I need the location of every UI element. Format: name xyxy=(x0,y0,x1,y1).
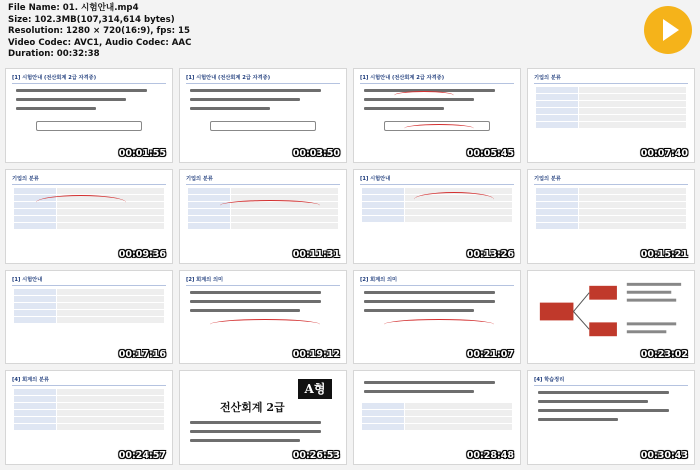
thumbnail[interactable] xyxy=(179,68,347,163)
thumbnail[interactable] xyxy=(179,169,347,264)
slide-title: [1] 시험안내 xyxy=(360,175,514,185)
duration: Duration: 00:32:38 xyxy=(8,49,100,60)
thumbnail[interactable] xyxy=(527,270,695,365)
slide-title: 기업의 분류 xyxy=(186,175,340,185)
slide-title: [4] 회계의 분류 xyxy=(12,376,166,386)
thumbnail[interactable] xyxy=(353,370,521,465)
timestamp: 00:15:21 xyxy=(640,248,688,260)
slide-title: [2] 회계의 의미 xyxy=(186,276,340,286)
timestamp: 00:07:40 xyxy=(640,147,688,159)
file-size: Size: 102.3MB(107,314,614 bytes) xyxy=(8,14,175,25)
timestamp: 00:03:50 xyxy=(292,147,340,159)
thumbnail[interactable] xyxy=(5,370,173,465)
slide-title: 기업의 분류 xyxy=(12,175,166,185)
timestamp: 00:11:31 xyxy=(292,248,340,260)
timestamp: 00:30:43 xyxy=(640,450,688,461)
timestamp: 00:19:12 xyxy=(292,349,340,361)
thumbnail[interactable] xyxy=(527,370,695,465)
timestamp: 00:09:36 xyxy=(118,248,166,260)
file-name: File Name: 01. 시험안내.mp4 xyxy=(8,3,139,13)
play-icon[interactable] xyxy=(644,6,692,54)
codec: Video Codec: AVC1, Audio Codec: AAC xyxy=(8,37,192,48)
slide-title: [1] 시험안내 (전산회계 2급 자격증) xyxy=(360,74,514,84)
thumbnail[interactable] xyxy=(527,169,695,264)
resolution: Resolution: 1280 × 720(16:9), fps: 15 xyxy=(8,26,190,37)
slide-title: [2] 회계의 의미 xyxy=(360,276,514,286)
thumbnail[interactable] xyxy=(353,169,521,264)
timestamp: 00:26:53 xyxy=(292,450,340,461)
timestamp: 00:21:07 xyxy=(466,349,514,361)
timestamp: 00:17:16 xyxy=(118,349,166,361)
timestamp: 00:13:26 xyxy=(466,248,514,260)
exam-type-badge: A형 xyxy=(298,379,332,399)
thumbnail[interactable] xyxy=(179,270,347,365)
timestamp: 00:23:02 xyxy=(640,349,688,361)
thumbnail[interactable] xyxy=(527,68,695,163)
exam-title: 전산회계 2급 xyxy=(220,401,285,415)
thumbnail-grid xyxy=(5,68,695,465)
slide-title: [1] 시험안내 xyxy=(12,276,166,286)
slide-title: [1] 시험안내 (전산회계 2급 자격증) xyxy=(186,74,340,84)
thumbnail[interactable] xyxy=(353,68,521,163)
thumbnail[interactable] xyxy=(353,270,521,365)
thumbnail[interactable] xyxy=(5,270,173,365)
thumbnail[interactable] xyxy=(179,370,347,465)
timestamp: 00:28:48 xyxy=(466,450,514,461)
timestamp: 00:01:55 xyxy=(118,147,166,159)
file-info xyxy=(8,3,191,61)
slide-title: [1] 시험안내 (전산회계 2급 자격증) xyxy=(12,74,166,84)
thumbnail[interactable] xyxy=(5,68,173,163)
slide-title: 기업의 분류 xyxy=(534,175,688,185)
thumbnail[interactable] xyxy=(5,169,173,264)
slide-title: [4] 학습정리 xyxy=(534,376,688,386)
slide-title: 기업의 분류 xyxy=(534,74,688,84)
timestamp: 00:24:57 xyxy=(118,450,166,461)
timestamp: 00:05:45 xyxy=(466,147,514,159)
